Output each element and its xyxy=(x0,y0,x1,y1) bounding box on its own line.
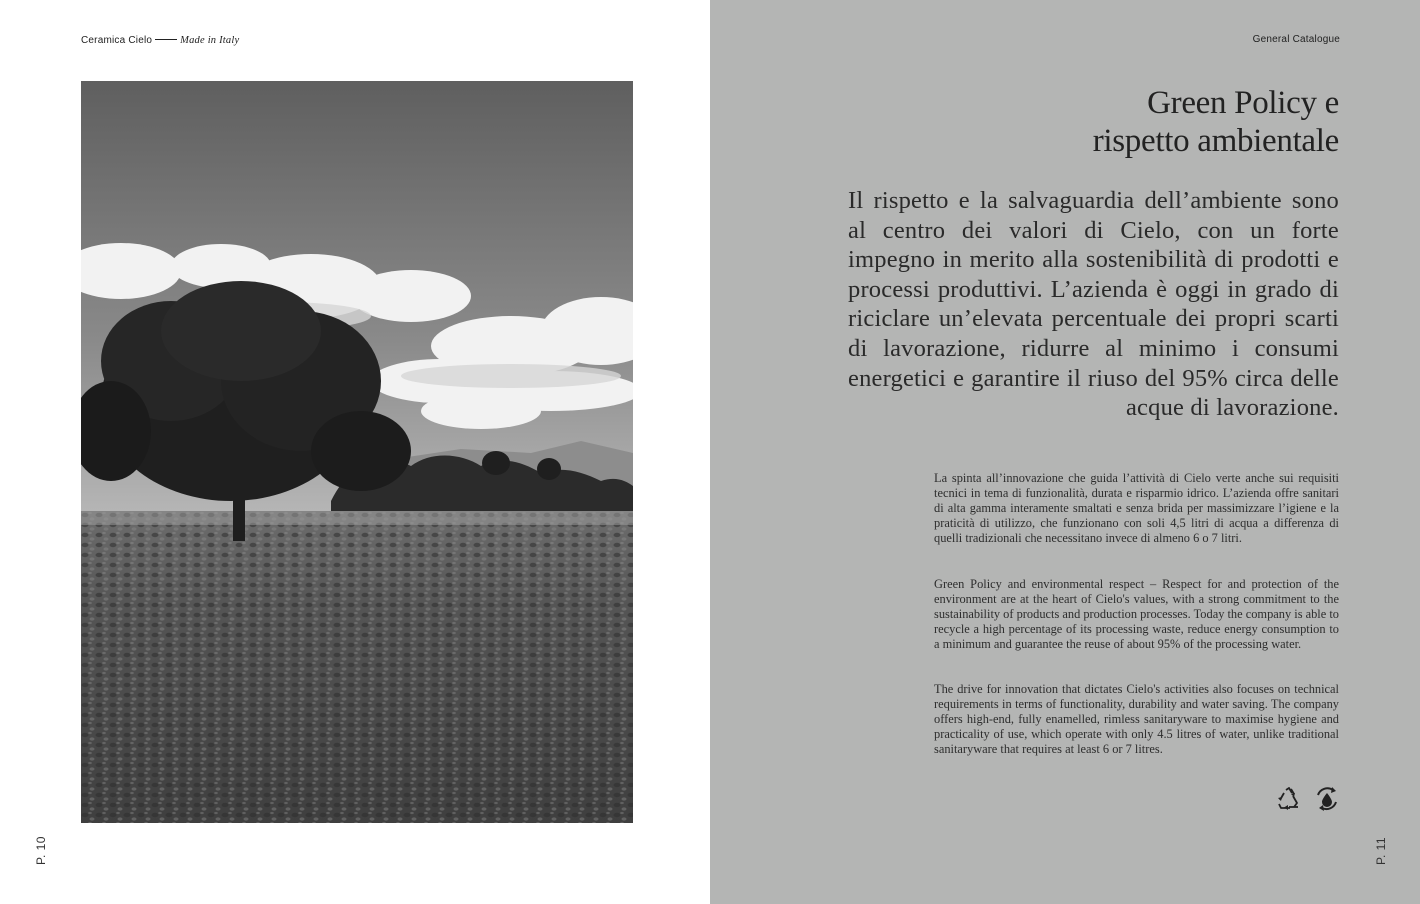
running-header-right: General Catalogue xyxy=(1252,34,1340,45)
header-dash xyxy=(155,39,177,40)
water-recycle-icon xyxy=(1313,786,1341,817)
page-number-right: P. 11 xyxy=(1374,836,1388,865)
title-line-2: rispetto ambientale xyxy=(1092,123,1339,159)
recycle-icon xyxy=(1276,786,1302,817)
brand-name: Ceramica Cielo xyxy=(81,35,153,46)
lead-paragraph: Il rispetto e la salvaguardia dell’ambiente sono al centro dei valori di Cielo, con un forte impegno in merito alla sostenibilità di prodotti e processi produttivi. L’azienda è oggi in grado di riciclare un’elevata percentuale dei propri scarti di lavorazione, ridurre al minimo i consumi energetici e garantire il riuso del 95% circa delle acque di lavorazione. xyxy=(848,187,1339,422)
landscape-photo xyxy=(81,81,633,823)
eco-icons xyxy=(1276,786,1342,814)
body-paragraph-english-1: Green Policy and environmental respect – Respect for and protection of the environment are at the heart of Cielo's values, with a strong commitment to the sustainability of products and production processes. Today the company is able to recycle a high percentage of its processing waste, reduce energy consumption to a minimum and guarantee the reuse of about 95% of the processing water. xyxy=(934,577,1339,651)
running-header-left xyxy=(81,35,239,46)
body-paragraph-italian: La spinta all’innovazione che guida l’attività di Cielo verte anche sui requisiti tecnici in tema di funzionalità, durata e risparmio idrico. L’azienda offre sanitari di alta gamma interamente smaltati e senza brida per massimizzare l’igiene e la praticità di utilizzo, che funzionano con soli 4,5 litri di acqua a differenza di quelli tradizionali che necessitano invece di almeno 6 o 7 litri. xyxy=(934,471,1339,545)
body-paragraph-english-2: The drive for innovation that dictates Cielo's activities also focuses on technical requirements in terms of functionality, durability and water saving. The company offers high-end, fully enamelled, rimless sanitaryware to maximise hygiene and practicality of use, which operate with only 4.5 litres of water, unlike traditional sanitaryware that requires at least 6 or 7 litres. xyxy=(934,682,1339,756)
title-line-1: Green Policy e xyxy=(1147,85,1339,121)
page-number-left: P. 10 xyxy=(34,836,48,865)
tagline: Made in Italy xyxy=(180,35,240,46)
page-title xyxy=(919,84,1339,160)
